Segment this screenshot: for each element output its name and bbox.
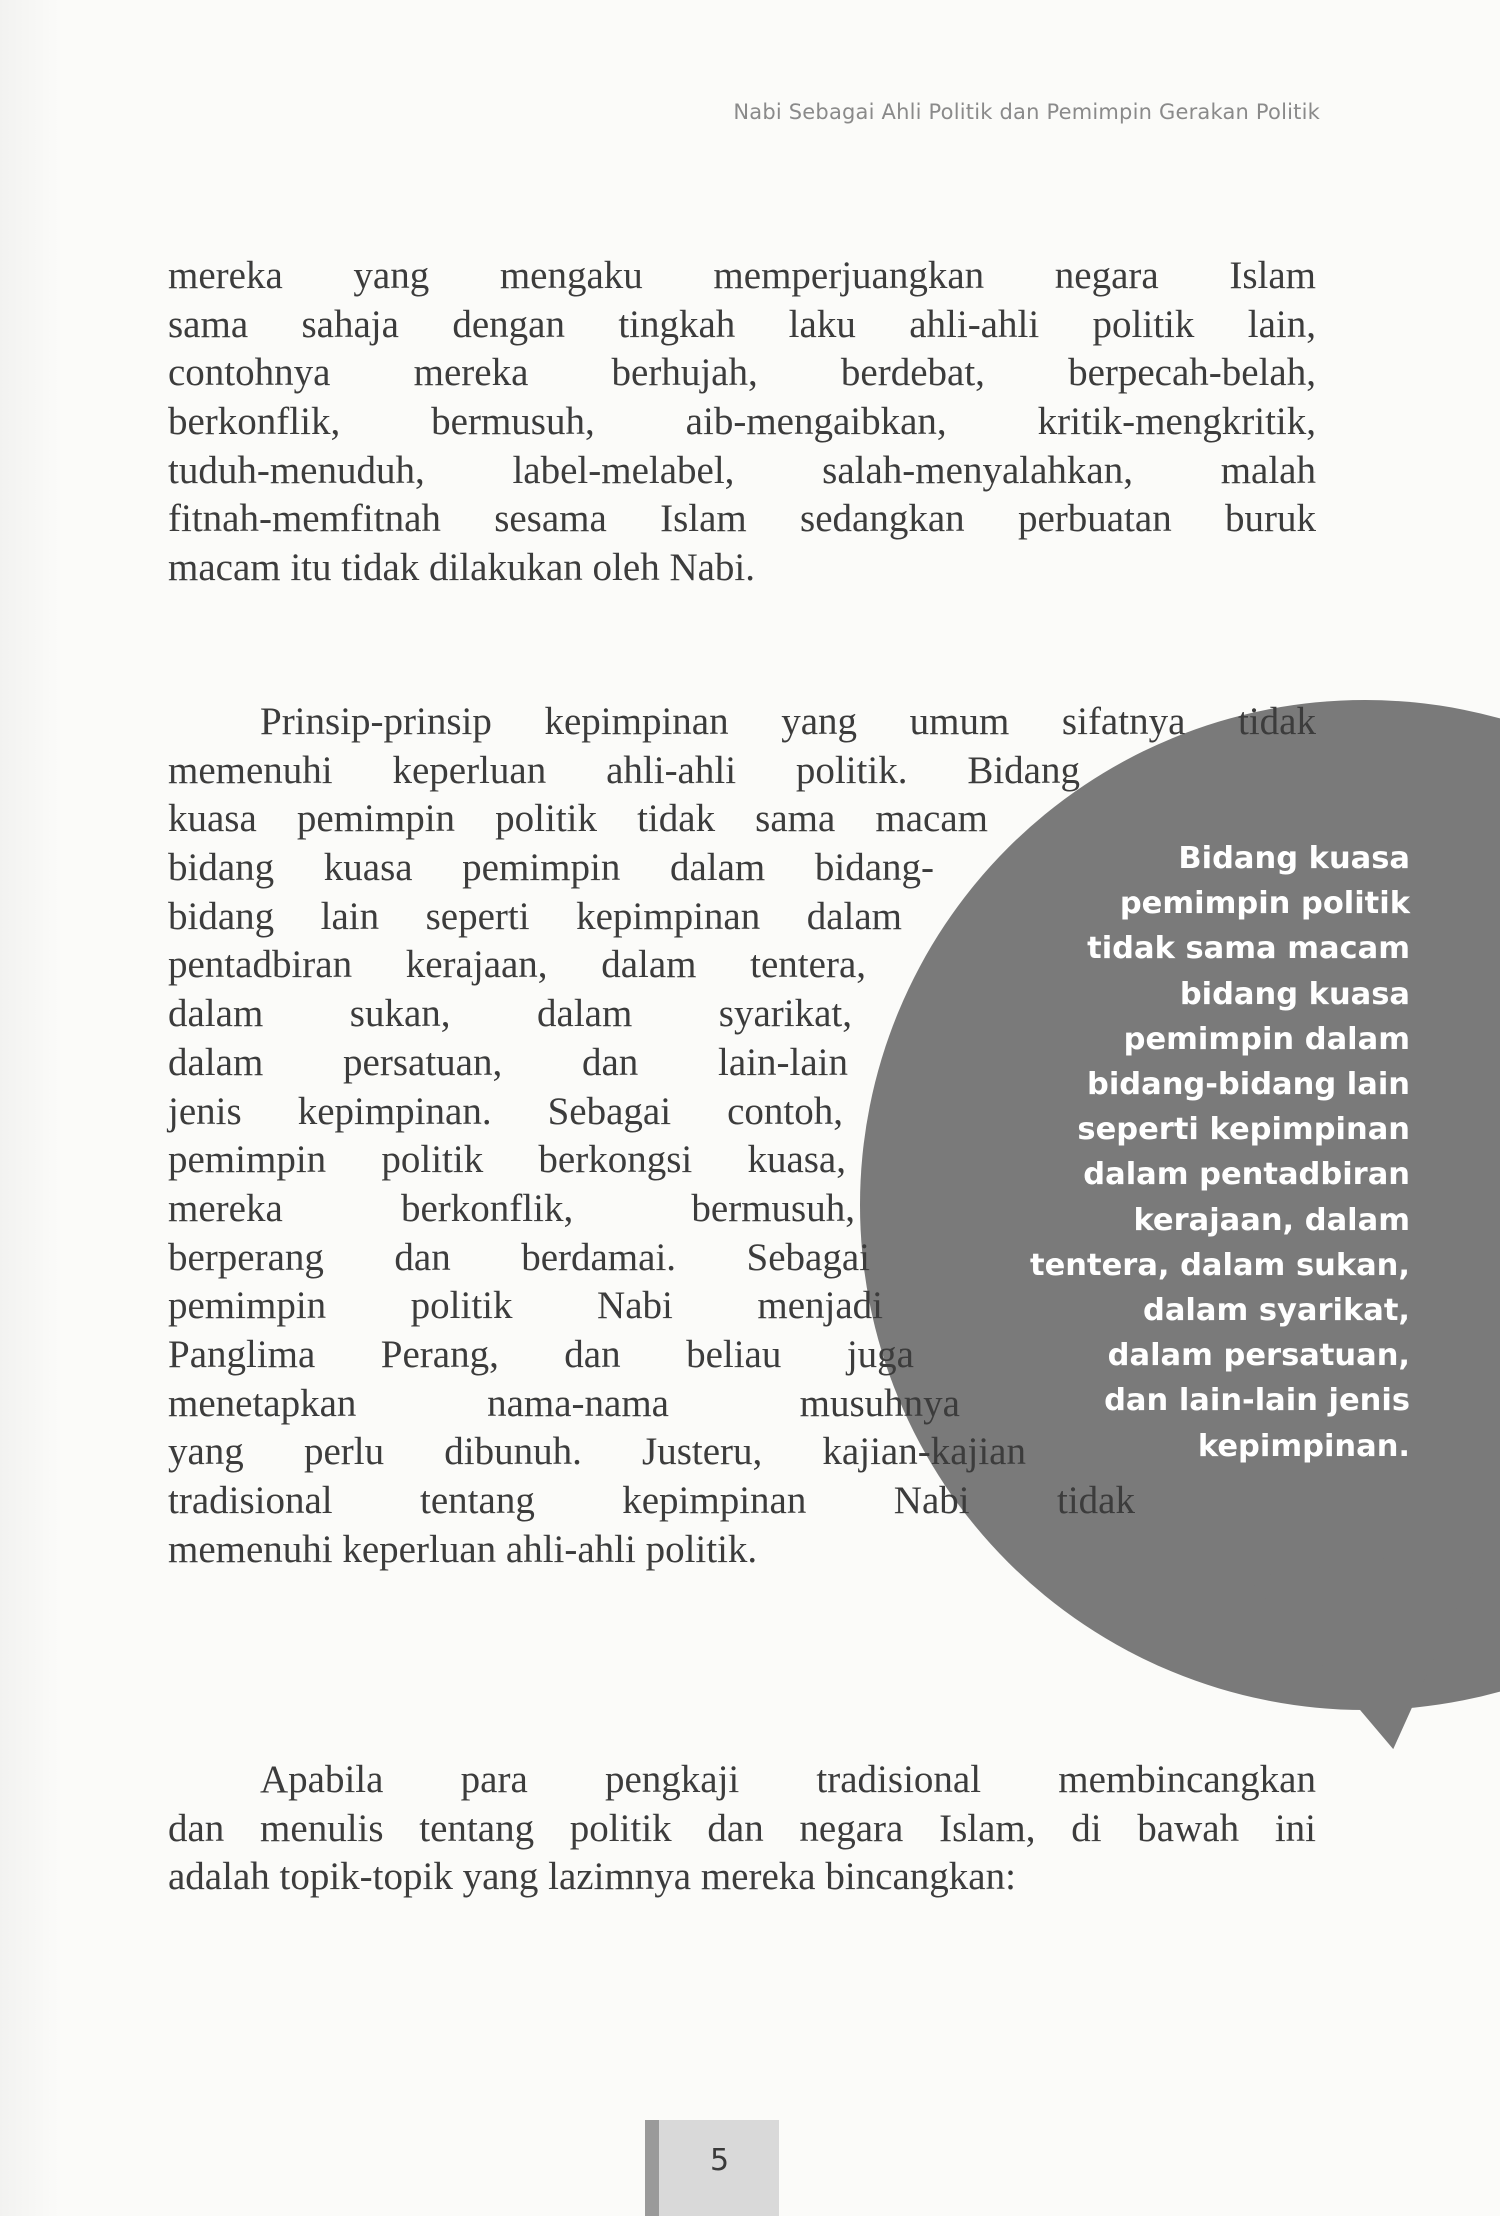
text-line: yang perlu dibunuh. Justeru, kajian-kajian <box>168 1430 1026 1474</box>
text-line: contohnya mereka berhujah, berdebat, berpecah-belah, <box>168 351 1316 395</box>
running-head: Nabi Sebagai Ahli Politik dan Pemimpin Gerakan Politik <box>733 100 1320 124</box>
text-line: tradisional tentang kepimpinan Nabi tidak <box>168 1479 1135 1522</box>
text-line: tuduh-menuduh, label-melabel, salah-menyalahkan, malah <box>168 448 1316 492</box>
paragraph-2 <box>168 698 1316 1574</box>
paragraph-1 <box>168 252 1316 593</box>
text-line: pemimpin politik Nabi menjadi <box>168 1284 883 1328</box>
pull-quote-line: seperti kepimpinan <box>1077 1112 1410 1148</box>
text-line: mereka berkonflik, bermusuh, <box>168 1186 855 1230</box>
pull-quote-line: kerajaan, dalam <box>1133 1202 1410 1238</box>
pull-quote-line: pemimpin dalam <box>1123 1021 1410 1057</box>
pull-quote-line: dalam pentadbiran <box>1083 1157 1410 1193</box>
text-line: kuasa pemimpin politik tidak sama macam <box>168 797 988 841</box>
page-number: 5 <box>710 2143 730 2178</box>
paragraph-3 <box>168 1756 1316 1902</box>
text-line: menetapkan nama-nama musuhnya <box>168 1381 960 1425</box>
text-line: memenuhi keperluan ahli-ahli politik. Bidang <box>168 748 1080 792</box>
text-line: jenis kepimpinan. Sebagai contoh, <box>168 1089 843 1133</box>
text-line: fitnah-memfitnah sesama Islam sedangkan perbuatan buruk <box>168 497 1316 541</box>
pull-quote-line: tentera, dalam sukan, <box>1030 1247 1410 1283</box>
text-line: sama sahaja dengan tingkah laku ahli-ahli politik lain, <box>168 302 1316 346</box>
text-line: Apabila para pengkaji tradisional membincangkan <box>260 1758 1316 1801</box>
pull-quote-line: dalam syarikat, <box>1143 1293 1410 1329</box>
text-line: bidang kuasa pemimpin dalam bidang- <box>168 846 934 890</box>
text-line: Prinsip-prinsip kepimpinan yang umum sifatnya tidak <box>260 700 1316 743</box>
text-line: memenuhi keperluan ahli-ahli politik. <box>168 1527 758 1571</box>
pull-quote-line: tidak sama macam <box>1087 931 1410 967</box>
pull-quote-line: kepimpinan. <box>1197 1428 1410 1464</box>
text-line: berperang dan berdamai. Sebagai <box>168 1235 870 1279</box>
pull-quote-tail <box>1248 1544 1500 1766</box>
pull-quote-line: bidang-bidang lain <box>1087 1067 1410 1103</box>
pull-quote-line: bidang kuasa <box>1179 976 1410 1012</box>
text-line: dalam sukan, dalam syarikat, <box>168 992 852 1036</box>
pull-quote-line: pemimpin politik <box>1119 886 1410 922</box>
text-line: adalah topik-topik yang lazimnya mereka bincangkan: <box>168 1855 1016 1899</box>
text-line: pemimpin politik berkongsi kuasa, <box>168 1138 846 1182</box>
text-line: macam itu tidak dilakukan oleh Nabi. <box>168 546 755 590</box>
pull-quote-line: Bidang kuasa <box>1178 841 1410 876</box>
text-line: dan menulis tentang politik dan negara Islam, di bawah ini <box>168 1806 1316 1850</box>
text-line: Panglima Perang, dan beliau juga <box>168 1332 914 1376</box>
pull-quote-line: dalam persatuan, <box>1107 1338 1410 1374</box>
text-line: berkonflik, bermusuh, aib-mengaibkan, kritik-mengkritik, <box>168 400 1316 444</box>
text-line: mereka yang mengaku memperjuangkan negara Islam <box>168 254 1316 297</box>
pull-quote-line: dan lain-lain jenis <box>1104 1383 1410 1419</box>
text-line: bidang lain seperti kepimpinan dalam <box>168 894 902 938</box>
text-line: pentadbiran kerajaan, dalam tentera, <box>168 943 866 987</box>
text-line: dalam persatuan, dan lain-lain <box>168 1040 848 1084</box>
